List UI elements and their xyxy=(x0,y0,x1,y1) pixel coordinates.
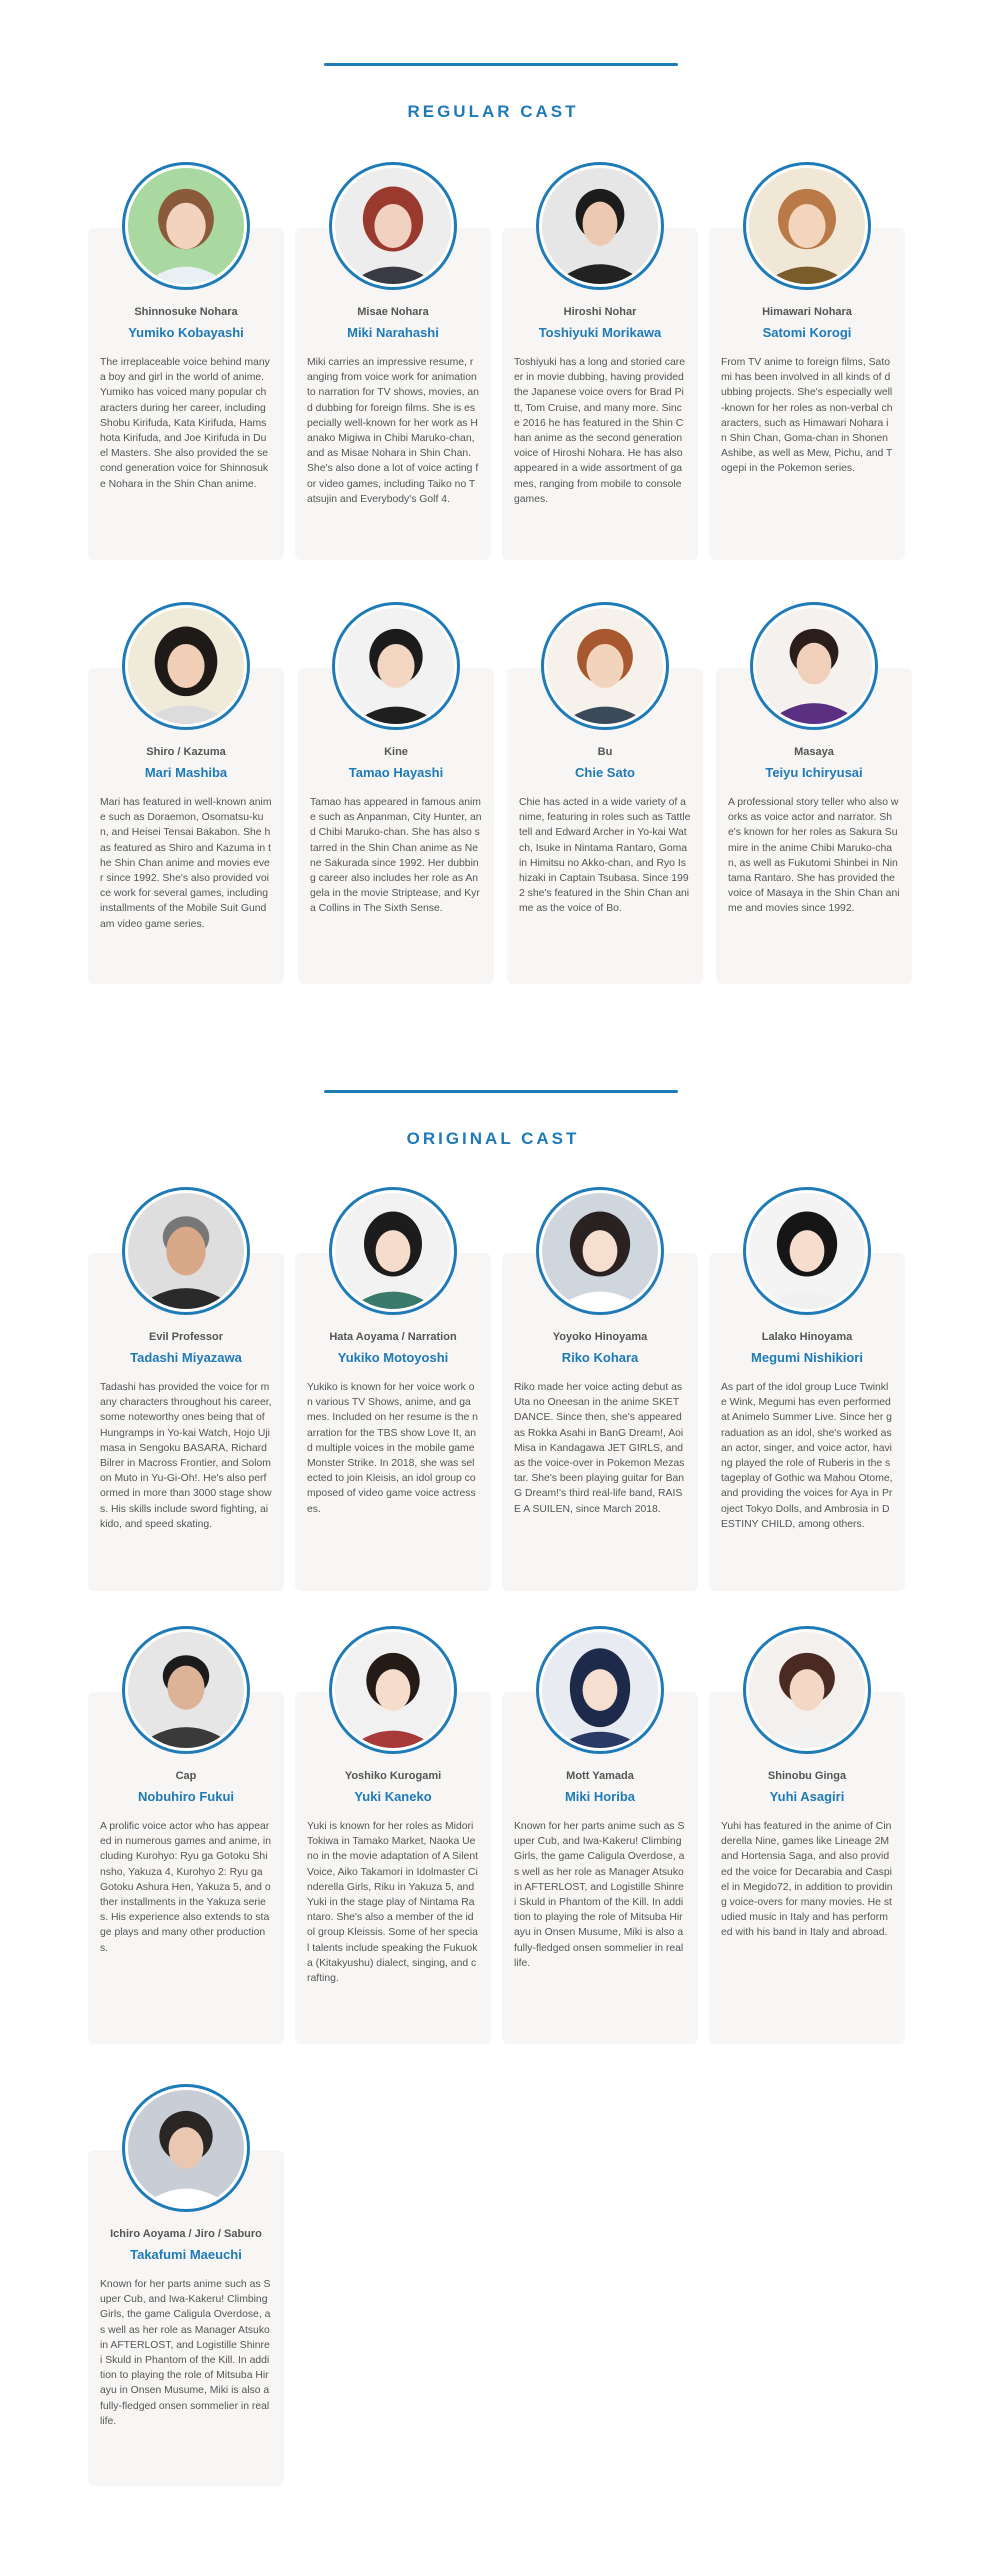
section-divider-original xyxy=(324,1090,678,1093)
portrait-icon xyxy=(128,1193,244,1309)
portrait-icon xyxy=(335,1632,451,1748)
avatar xyxy=(743,1187,871,1315)
cast-role: Bu xyxy=(597,746,613,758)
avatar xyxy=(536,162,664,290)
portrait-icon xyxy=(128,608,244,724)
cast-name: Riko Kohara xyxy=(561,1350,639,1365)
cast-name: Miki Horiba xyxy=(564,1789,636,1804)
cast-bio: Yuhi has featured in the anime of Cinderella Nine, games like Lineage 2M and Hortensia Saga, and also provided the voice for Decarabia and Caspiel in Megido72, in addition to providing voice-overs for many movies. He studied music in Italy and has performed with his band in Italy and abroad. xyxy=(721,1821,893,1939)
cast-name: Yukiko Motoyoshi xyxy=(337,1350,449,1365)
section-divider-regular xyxy=(324,63,678,66)
avatar xyxy=(329,1187,457,1315)
cast-name: Satomi Korogi xyxy=(762,325,852,340)
cast-role: Mott Yamada xyxy=(566,1770,634,1782)
cast-name: Teiyu Ichiryusai xyxy=(765,765,863,780)
cast-role: Evil Professor xyxy=(149,1331,223,1343)
cast-role: Masaya xyxy=(794,746,834,758)
avatar xyxy=(541,602,669,730)
cast-name: Mari Mashiba xyxy=(144,765,228,780)
avatar xyxy=(122,602,250,730)
cast-name: Yuki Kaneko xyxy=(354,1789,432,1804)
portrait-icon xyxy=(335,168,451,284)
cast-bio: Known for her parts anime such as Super Cub, and Iwa-Kakeru! Climbing Girls, the game Caligula Overdose, as well as her role as Manager Atsuko in AFTERLOST, and Logistille Shinrei Skuld in Phantom of the Kill. In addition to playing the role of Mitsuba Hirayu in Onsen Musume, Miki is also a fully-fledged onsen sommelier in real life. xyxy=(514,1821,685,1969)
cast-role: Hiroshi Nohar xyxy=(563,306,637,318)
avatar xyxy=(743,162,871,290)
avatar xyxy=(743,1626,871,1754)
portrait-icon xyxy=(128,168,244,284)
portrait-icon xyxy=(542,1193,658,1309)
cast-name: Takafumi Maeuchi xyxy=(130,2247,242,2262)
avatar xyxy=(750,602,878,730)
cast-name: Yumiko Kobayashi xyxy=(128,325,244,340)
cast-bio: Riko made her voice acting debut as Uta no Oneesan in the anime SKET DANCE. Since then, she's appeared as Rokka Asahi in BanG Dream!, Aoi Misa in Kandagawa JET GIRLS, and as the voice-over in Pokemon Mezastar. She's been playing guitar for BanG Dream!'s third real-life band, RAISE A SUILEN, since March 2018. xyxy=(514,1382,685,1515)
cast-bio: Yuki is known for her roles as Midori Tokiwa in Tamako Market, Naoka Ueno in the movie adaptation of A Silent Voice, Aiko Takamori in Idolmaster Cinderella Girls, Riku in Yakuza 5, and Yuki in the stage play of Nintama Rantaro. She's also a member of the idol group Kleissis. Some of her special talents include speaking the Fukuoka (Kitakyushu) dialect, singing, and crafting. xyxy=(307,1821,478,1985)
cast-name: Megumi Nishikiori xyxy=(751,1350,863,1365)
portrait-icon xyxy=(547,608,663,724)
cast-role: Shiro / Kazuma xyxy=(146,746,226,758)
avatar xyxy=(122,1626,250,1754)
portrait-icon xyxy=(542,1632,658,1748)
cast-name: Toshiyuki Morikawa xyxy=(538,325,662,340)
cast-bio: A professional story teller who also works as voice actor and narrator. She's known for her roles as Sakura Sumire in the anime Chibi Maruko-chan, as well as Fukutomi Shinbei in Nintama Rantaro. She has provided the voice of Masaya in the Shin Chan anime and movies since 1992. xyxy=(728,797,900,915)
cast-name: Yuhi Asagiri xyxy=(769,1789,845,1804)
cast-bio: Chie has acted in a wide variety of anime, featuring in roles such as Tattletell and Edward Archer in Yo-kai Watch, Isuke in Nintama Rantaro, Goma in Himitsu no Akko-chan, and Ryo Ishizaki in Captain Tsubasa. Since 1992 she's featured in the Shin Chan anime as the voice of Bo. xyxy=(519,797,691,915)
cast-role: Himawari Nohara xyxy=(762,306,852,318)
section-title-regular: REGULAR CAST xyxy=(407,102,579,121)
cast-bio: Tamao has appeared in famous anime such as Anpanman, City Hunter, and Chibi Maruko-chan. She has also starred in the Shin Chan anime as Nene Sakurada since 1992. Her dubbing career also includes her role as Angela in the movie Striptease, and Kyra Collins in The Sixth Sense. xyxy=(310,797,482,915)
cast-name: Nobuhiro Fukui xyxy=(137,1789,235,1804)
cast-bio: From TV anime to foreign films, Satomi has been involved in all kinds of dubbing projects. She's especially well-known for her roles as non-verbal characters, such as Himawari Nohara in Shin Chan, Goma-chan in Shonen Ashibe, as well as Mew, Pichu, and Togepi in the Pokemon series. xyxy=(721,357,893,475)
cast-name: Tadashi Miyazawa xyxy=(130,1350,242,1365)
cast-name: Tamao Hayashi xyxy=(348,765,444,780)
portrait-icon xyxy=(542,168,658,284)
cast-role: Cap xyxy=(175,1770,197,1782)
portrait-icon xyxy=(756,608,872,724)
cast-role: Ichiro Aoyama / Jiro / Saburo xyxy=(110,2228,262,2240)
cast-bio: Miki carries an impressive resume, ranging from voice work for animation to narration for TV shows, movies, and dubbing for foreign films. She is especially well-known for her work as Hanako Migiwa in Chibi Maruko-chan, and as Misae Nohara in Shin Chan. She's also done a lot of voice acting for video games, including Taiko no Tatsujin and Everybody's Golf 4. xyxy=(307,357,479,505)
avatar xyxy=(329,1626,457,1754)
cast-role: Shinnosuke Nohara xyxy=(134,306,238,318)
portrait-icon xyxy=(128,2090,244,2206)
portrait-icon xyxy=(749,1632,865,1748)
cast-bio: Mari has featured in well-known anime such as Doraemon, Osomatsu-kun, and Heisei Tensai Bakabon. She has featured as Shiro and Kazuma in the Shin Chan anime and movies ever since 1992. She's also provided voice work for several games, including installments of the Mobile Suit Gundam video game series. xyxy=(100,797,272,930)
portrait-icon xyxy=(338,608,454,724)
cast-name: Chie Sato xyxy=(575,765,635,780)
cast-bio: Toshiyuki has a long and storied career in movie dubbing, having provided the Japanese voice overs for Brad Pitt, Tom Cruise, and many more. Since 2016 he has featured in the Shin Chan anime as the second generation voice of Hiroshi Nohara. He has also appeared in a wide assortment of games, ranging from mobile to console games. xyxy=(514,357,685,505)
avatar xyxy=(536,1187,664,1315)
cast-bio: As part of the idol group Luce Twinkle Wink, Megumi has even performed at Animelo Summer Live. Since her graduation as an idol, she's worked as an actor, singer, and voice actor, having played the role of Ruberis in the stageplay of Gothic wa Mahou Otome, and providing the voices for Aya in Project Tokyo Dolls, and Ambrosia in DESTINY CHILD, among others. xyxy=(721,1382,893,1530)
section-title-original: ORIGINAL CAST xyxy=(406,1129,580,1148)
avatar xyxy=(122,162,250,290)
cast-role: Shinobu Ginga xyxy=(767,1770,847,1782)
cast-bio: The irreplaceable voice behind many a boy and girl in the world of anime. Yumiko has voiced many popular characters during her career, including Shobu Kirifuda, Kata Kirifuda, Hamshota Kirifuda, and Joe Kirifuda in Duel Masters. She also provided the second generation voice for Shinnosuke Nohara in the Shin Chan anime. xyxy=(100,357,270,490)
portrait-icon xyxy=(335,1193,451,1309)
cast-role: Yoshiko Kurogami xyxy=(344,1770,442,1782)
avatar xyxy=(536,1626,664,1754)
portrait-icon xyxy=(749,1193,865,1309)
cast-role: Kine xyxy=(384,746,408,758)
cast-role: Hata Aoyama / Narration xyxy=(329,1331,457,1343)
avatar xyxy=(122,1187,250,1315)
cast-role: Lalako Hinoyama xyxy=(761,1331,853,1343)
cast-role: Misae Nohara xyxy=(357,306,429,318)
portrait-icon xyxy=(128,1632,244,1748)
avatar xyxy=(329,162,457,290)
portrait-icon xyxy=(749,168,865,284)
cast-name: Miki Narahashi xyxy=(347,325,439,340)
cast-bio: A prolific voice actor who has appeared in numerous games and anime, including Kurohyo: Ryu ga Gotoku Shinsho, Yakuza 4, Kurohyo 2: Ryu ga Gotoku Ashura Hen, Yakuza 5, and other installments in the Yakuza series. His experience also extends to stage plays and many other productions. xyxy=(100,1821,271,1954)
avatar xyxy=(332,602,460,730)
avatar xyxy=(122,2084,250,2212)
cast-bio: Tadashi has provided the voice for many characters throughout his career, some noteworthy ones being that of Hungramps in Yo-kai Watch, Hojo Ujimasa in Sengoku BASARA, Richard Bilrer in Macross Frontier, and Solomon Muto in Yu-Gi-Oh!. He's also performed in more than 3000 stage shows. His skills include sword fighting, aikido, and speed skating. xyxy=(100,1382,272,1530)
cast-role: Yoyoko Hinoyama xyxy=(552,1331,648,1343)
cast-bio: Yukiko is known for her voice work on various TV Shows, anime, and games. Included on her resume is the narration for the TBS show Love It, and multiple voices in the mobile game Monster Strike. In 2018, she was selected to join Kleisis, an idol group composed of video game voice actresses. xyxy=(307,1382,478,1515)
cast-bio: Known for her parts anime such as Super Cub, and Iwa-Kakeru! Climbing Girls, the game Caligula Overdose, as well as her role as Manager Atsuko in AFTERLOST, and Logistille Shinrei Skuld in Phantom of the Kill. In addition to playing the role of Mitsuba Hirayu in Onsen Musume, Miki is also a fully-fledged onsen sommelier in real life. xyxy=(100,2279,271,2427)
